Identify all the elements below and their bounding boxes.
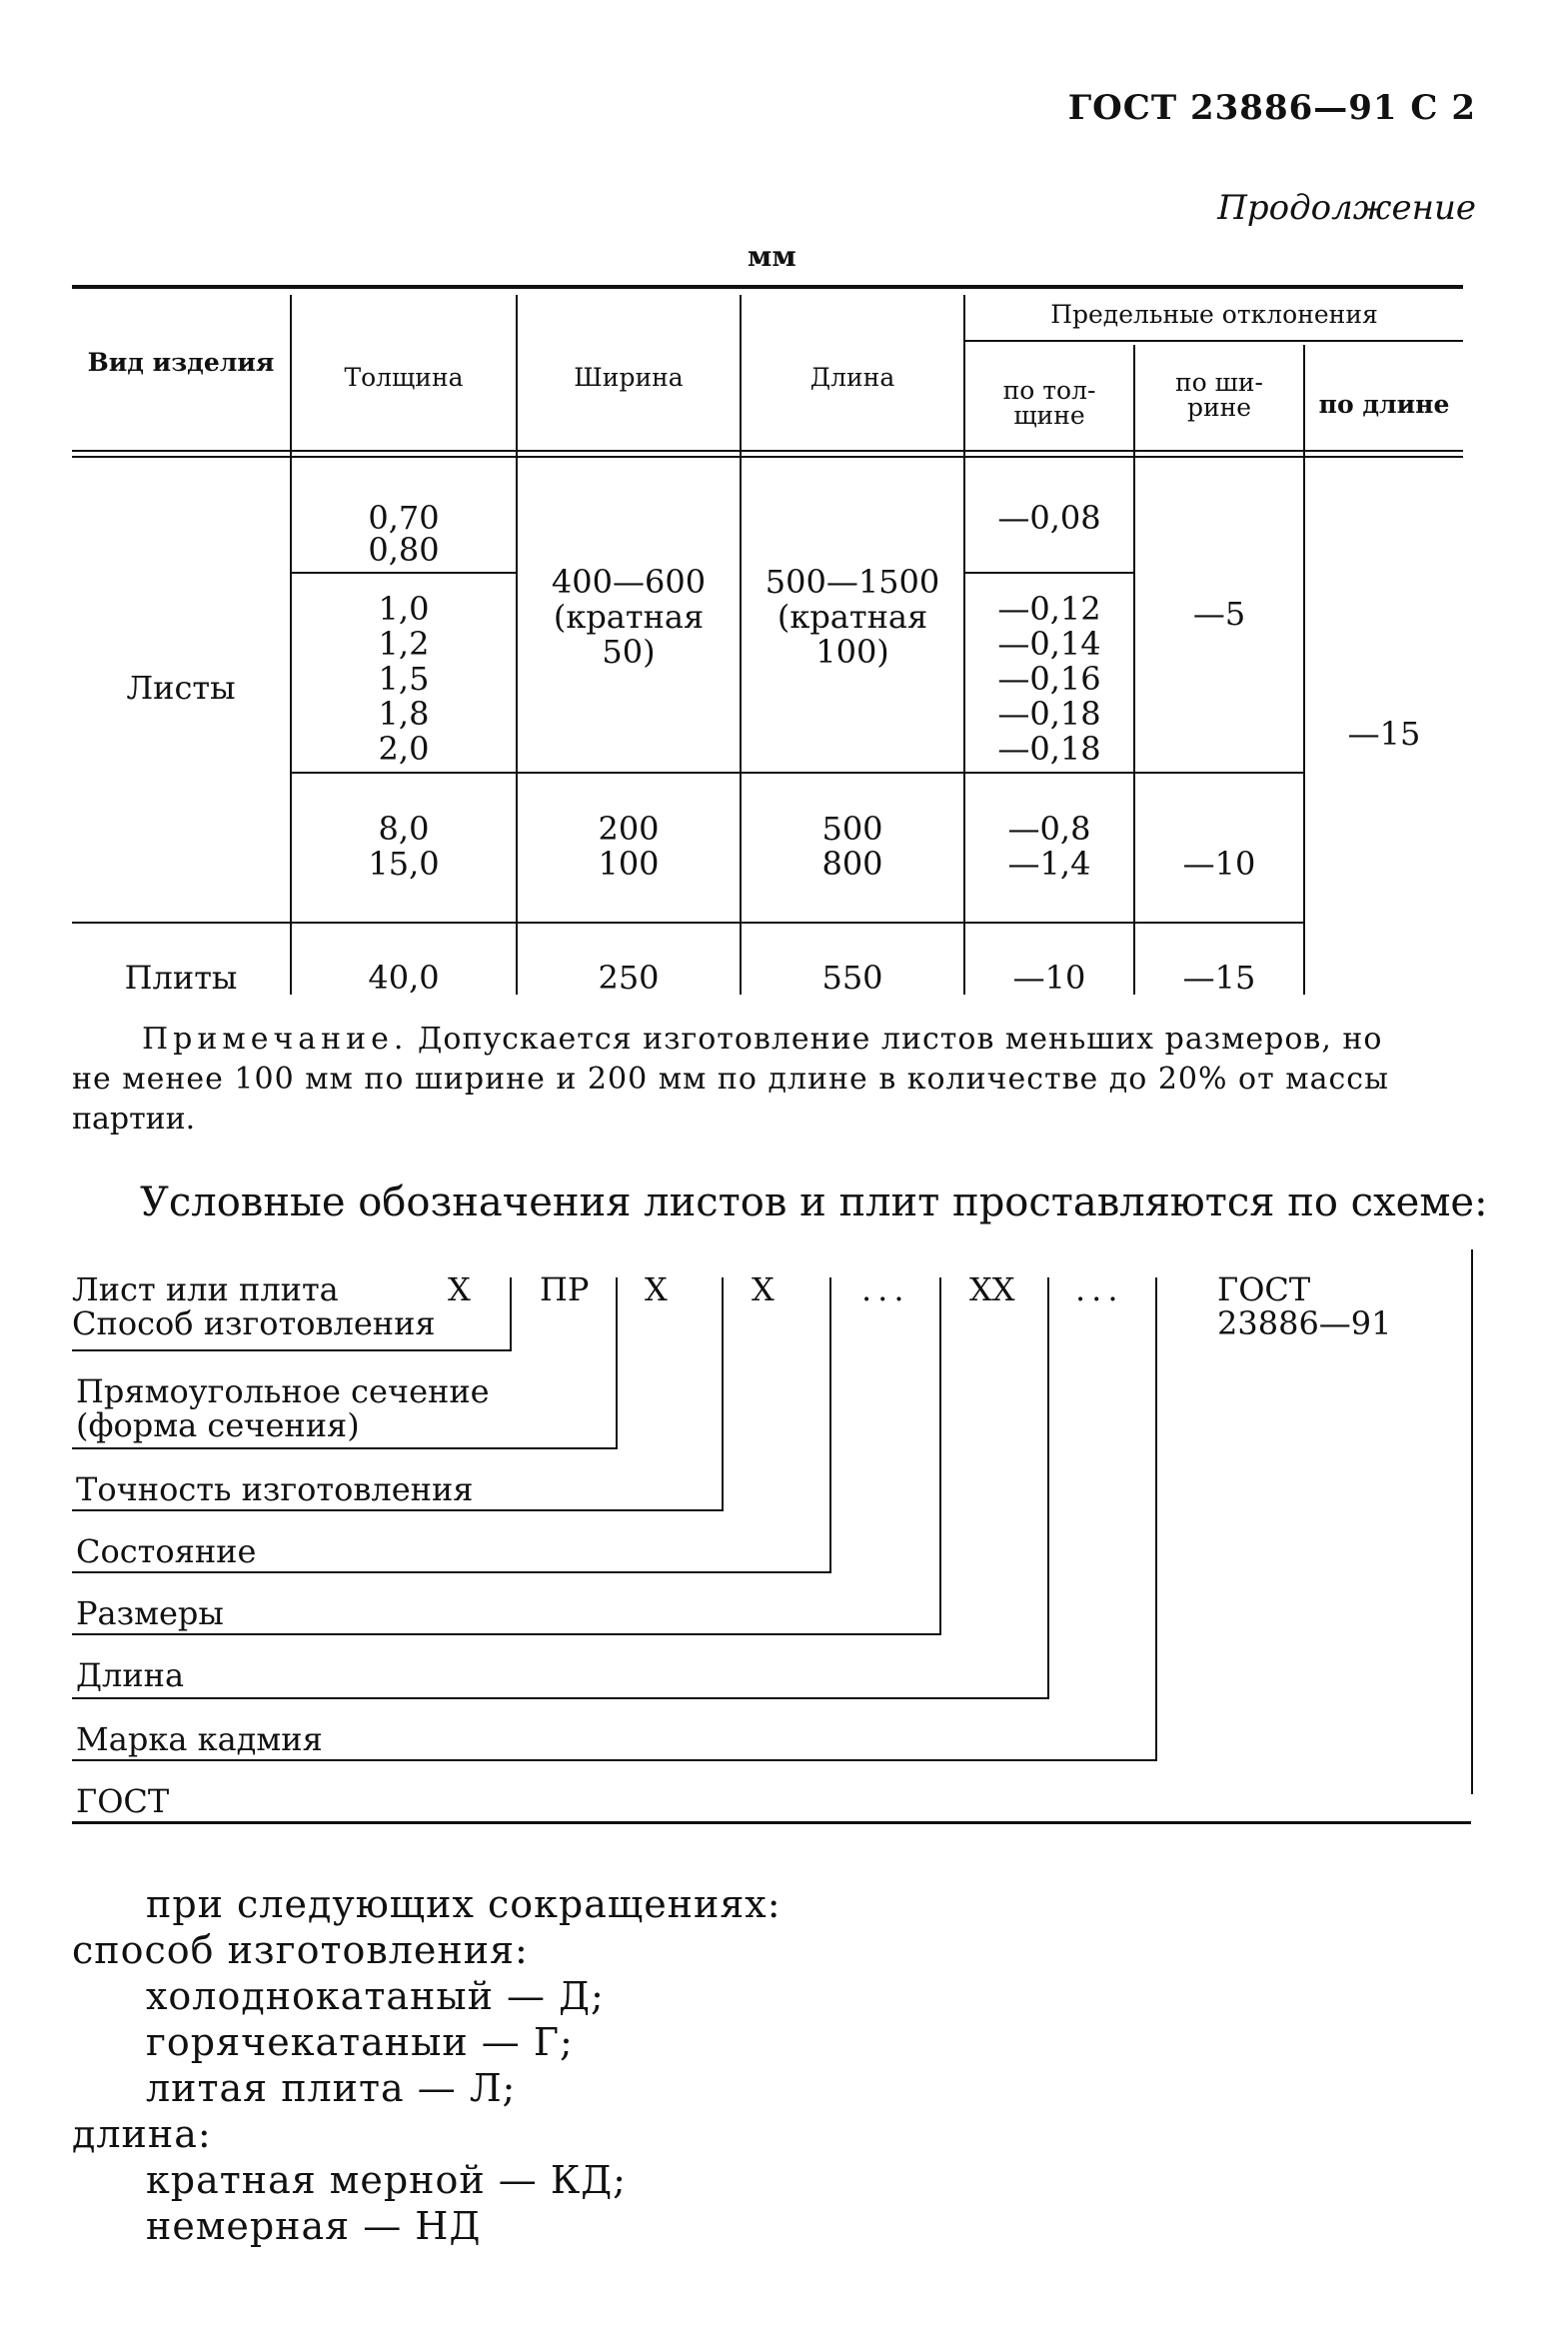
header-width: Ширина <box>574 363 684 392</box>
scheme-label-sizes: Размеры <box>76 1594 224 1632</box>
plates-dev-width: —15 <box>1182 959 1256 997</box>
abbr-length-title: длина: <box>72 2112 212 2156</box>
header-deviations: Предельные отклонения <box>1050 300 1378 329</box>
scheme-gost-number: 23886—91 <box>1217 1304 1392 1342</box>
sheets-label: Листы <box>126 669 236 707</box>
scheme-label-accuracy: Точность изготовления <box>76 1470 474 1508</box>
scheme-slot-6: XX <box>969 1270 1015 1308</box>
sheets-g3-dev-thickness: —0,8 —1,4 <box>1007 810 1091 883</box>
header-dev-length: по длине <box>1318 390 1450 419</box>
note-line1: Допускается изготовление листов меньших размеров, но <box>418 1022 1383 1057</box>
sheets-g3-width: 200 100 <box>598 810 660 883</box>
abbr-method-3: литая плита — Л; <box>146 2066 517 2110</box>
abbr-length-2: немерная — НД <box>146 2204 482 2248</box>
scheme-row1: Лист или плита <box>72 1270 339 1308</box>
note-label: Примечание. <box>142 1022 409 1057</box>
scheme-row2: Способ изготовления <box>72 1304 436 1342</box>
scheme-gost: ГОСТ <box>1217 1270 1311 1308</box>
abbr-method-title: способ изготовления: <box>72 1928 529 1972</box>
scheme-label-section-form: (форма сечения) <box>76 1406 360 1444</box>
scheme-label-section: Прямоугольное сечение <box>76 1372 490 1410</box>
header-dev-width: по ши- рине <box>1174 368 1263 422</box>
note-line3: партии. <box>72 1102 196 1137</box>
continuation-label: Продолжение <box>1217 188 1476 228</box>
sheets-g3-length: 500 800 <box>821 810 883 883</box>
scheme-label-grade: Марка кадмия <box>76 1720 323 1758</box>
sheets-g2-dev-thickness: —0,12 —0,14 —0,16 —0,18 —0,18 <box>997 590 1101 768</box>
sheets-g2-thickness: 1,0 1,2 1,5 1,8 2,0 <box>378 590 430 768</box>
abbr-intro: при следующих сокращениях: <box>146 1882 782 1926</box>
header-product: Вид изделия <box>87 348 275 377</box>
scheme-slot-7: ... <box>1075 1270 1124 1308</box>
sheets-dev-length: —15 <box>1347 715 1421 753</box>
page-header: ГОСТ 23886—91 С 2 <box>1067 88 1476 128</box>
scheme-label-state: Состояние <box>76 1532 257 1570</box>
header-thickness: Толщина <box>344 363 464 392</box>
sheets-g1-thickness: 0,70 0,80 <box>368 499 440 569</box>
plates-length: 550 <box>821 959 883 997</box>
plates-label: Плиты <box>124 959 238 997</box>
scheme-slot-1: X <box>448 1270 471 1308</box>
sheets-width: 400—600 (кратная 50) <box>551 563 707 671</box>
abbr-length-1: кратная мерной — КД; <box>146 2158 627 2202</box>
sheets-g1-dev-thickness: —0,08 <box>997 499 1101 537</box>
table-note <box>72 1020 1471 1140</box>
scheme-label-gost: ГОСТ <box>76 1782 170 1820</box>
scheme-slot-2: ПР <box>540 1270 590 1308</box>
sheets-dev-width: —5 <box>1192 595 1246 633</box>
unit-label: мм <box>748 240 796 273</box>
scheme-label-length: Длина <box>76 1656 185 1694</box>
scheme-slot-3: X <box>645 1270 668 1308</box>
header-dev-thickness: по тол- щине <box>1002 376 1096 430</box>
plates-thickness: 40,0 <box>368 959 440 997</box>
scheme-slot-5: ... <box>861 1270 910 1308</box>
note-line2: не менее 100 мм по ширине и 200 мм по длине в количестве до 20% от массы <box>72 1062 1389 1097</box>
sheets-length: 500—1500 (кратная 100) <box>765 563 940 671</box>
scheme-slot-4: X <box>752 1270 775 1308</box>
plates-dev-thickness: —10 <box>1012 959 1086 997</box>
abbr-method-2: горячекатаныи — Г; <box>146 2020 574 2064</box>
sheets-g3-thickness: 8,0 15,0 <box>368 810 440 883</box>
header-length: Длина <box>809 363 895 392</box>
abbr-method-1: холоднокатаный — Д; <box>146 1974 605 2018</box>
sheets-g3-dev-width: —10 <box>1182 845 1256 883</box>
scheme-title: Условные обозначения листов и плит проставляются по схеме: <box>140 1179 1488 1225</box>
plates-width: 250 <box>598 959 660 997</box>
